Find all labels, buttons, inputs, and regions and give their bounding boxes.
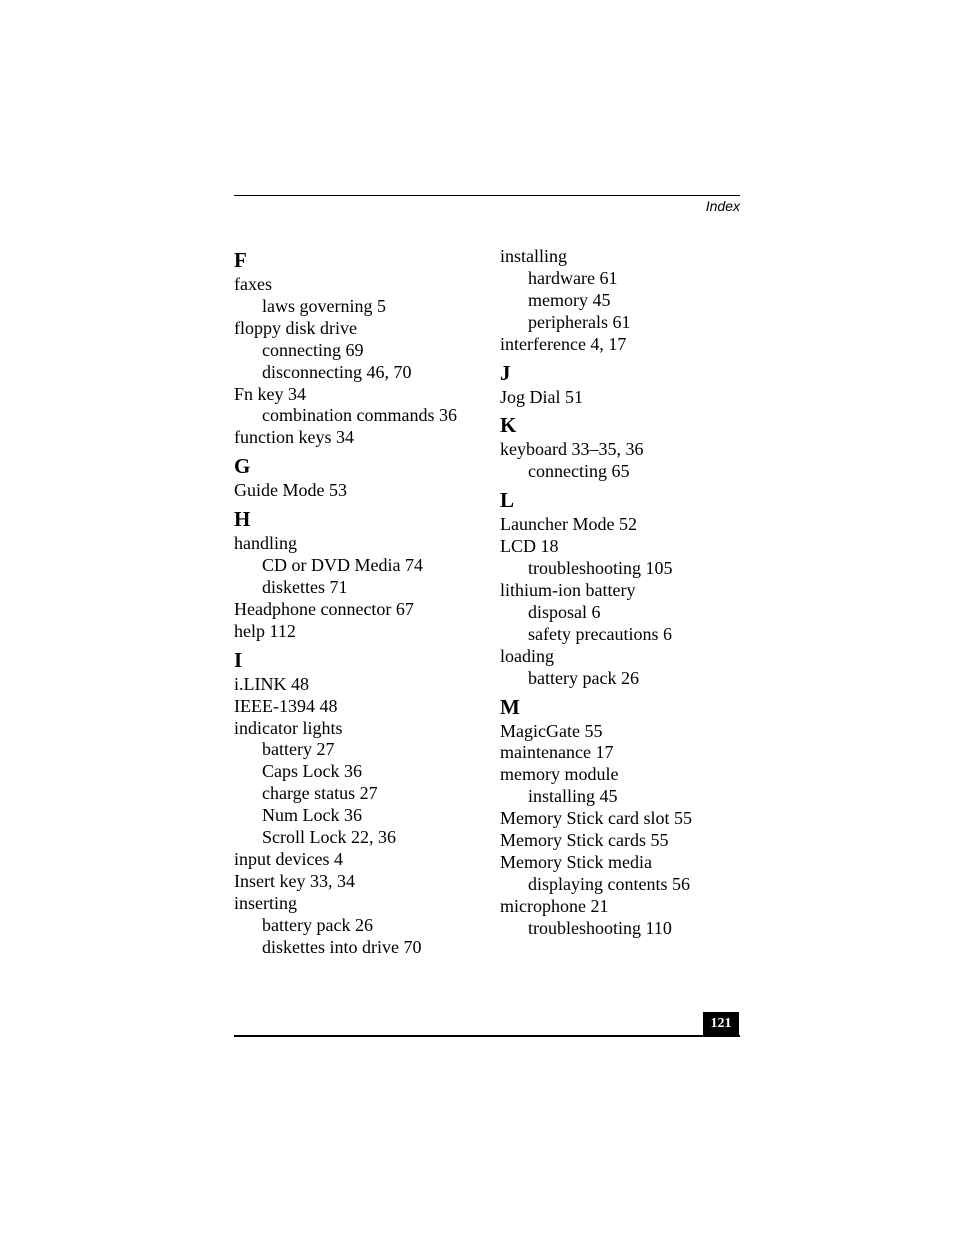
index-subentry: battery pack 26: [262, 914, 373, 935]
index-entry: microphone 21: [500, 895, 609, 916]
index-subentry: peripherals 61: [528, 311, 631, 332]
index-entry: lithium-ion battery: [500, 579, 636, 600]
index-subentry: diskettes 71: [262, 576, 348, 597]
index-section: [500, 246, 762, 356]
index-subentry: battery 27: [262, 739, 335, 760]
index-subentry: hardware 61: [528, 267, 618, 288]
index-entry: MagicGate 55: [500, 720, 603, 741]
section-letter: J: [500, 360, 511, 385]
index-subentry: disposal 6: [528, 601, 601, 622]
index-subentry: troubleshooting 110: [528, 917, 672, 938]
section-letter: H: [234, 507, 251, 532]
index-entry: input devices 4: [234, 848, 343, 869]
section-letter: G: [234, 454, 251, 479]
index-section: [234, 505, 496, 643]
index-subentry: Scroll Lock 22, 36: [262, 827, 396, 848]
index-entry: Memory Stick media: [500, 851, 652, 872]
index-subentry: combination commands 36: [262, 405, 457, 426]
index-entry: inserting: [234, 892, 297, 913]
section-letter: K: [500, 413, 517, 438]
index-entry: loading: [500, 645, 554, 666]
index-section: [234, 452, 496, 502]
index-entry: i.LINK 48: [234, 673, 309, 694]
index-subentry: displaying contents 56: [528, 873, 690, 894]
index-entry: indicator lights: [234, 717, 343, 738]
section-letter: I: [234, 647, 243, 672]
index-section: [500, 486, 762, 689]
index-entry: Insert key 33, 34: [234, 870, 355, 891]
header-rule: [234, 195, 740, 196]
index-section: [500, 411, 762, 483]
index-entry: floppy disk drive: [234, 317, 357, 338]
index-entry: Fn key 34: [234, 383, 306, 404]
index-entry: interference 4, 17: [500, 333, 627, 354]
index-entry: handling: [234, 533, 297, 554]
index-subentry: charge status 27: [262, 783, 378, 804]
index-entry: Launcher Mode 52: [500, 514, 637, 535]
index-entry: function keys 34: [234, 427, 354, 448]
index-subentry: battery pack 26: [528, 667, 639, 688]
index-entry: help 112: [234, 620, 296, 641]
page-number: 121: [703, 1012, 739, 1036]
index-subentry: CD or DVD Media 74: [262, 555, 423, 576]
index-entry: Guide Mode 53: [234, 480, 347, 501]
running-head: Index: [705, 198, 740, 214]
index-section: [234, 246, 496, 449]
index-subentry: connecting 65: [528, 461, 630, 482]
index-entry: memory module: [500, 764, 619, 785]
index-entry: keyboard 33–35, 36: [500, 439, 644, 460]
index-section: [500, 693, 762, 940]
index-subentry: Num Lock 36: [262, 805, 362, 826]
index-entry: maintenance 17: [500, 742, 614, 763]
index-column-left: [234, 246, 496, 958]
index-entry: faxes: [234, 274, 272, 294]
section-letter: F: [234, 248, 247, 272]
index-entry: LCD 18: [500, 536, 559, 557]
index-entry: Headphone connector 67: [234, 598, 414, 619]
index-subentry: safety precautions 6: [528, 623, 672, 644]
section-letter: L: [500, 488, 515, 513]
index-section: [500, 359, 762, 409]
index-subentry: memory 45: [528, 289, 611, 310]
index-subentry: diskettes into drive 70: [262, 936, 422, 957]
index-subentry: laws governing 5: [262, 295, 386, 316]
index-subentry: installing 45: [528, 786, 618, 807]
index-subentry: disconnecting 46, 70: [262, 361, 412, 382]
index-entry: IEEE-1394 48: [234, 695, 338, 716]
section-letter: M: [500, 694, 520, 719]
index-entry: Memory Stick card slot 55: [500, 808, 692, 829]
index-section: [234, 646, 496, 959]
index-column-right: [500, 246, 762, 940]
index-entry: Memory Stick cards 55: [500, 830, 669, 851]
index-subentry: connecting 69: [262, 339, 364, 360]
index-subentry: Caps Lock 36: [262, 761, 362, 782]
index-entry: installing: [500, 246, 567, 266]
index-entry: Jog Dial 51: [500, 386, 583, 407]
index-subentry: troubleshooting 105: [528, 558, 673, 579]
footer-rule: [234, 1035, 740, 1037]
